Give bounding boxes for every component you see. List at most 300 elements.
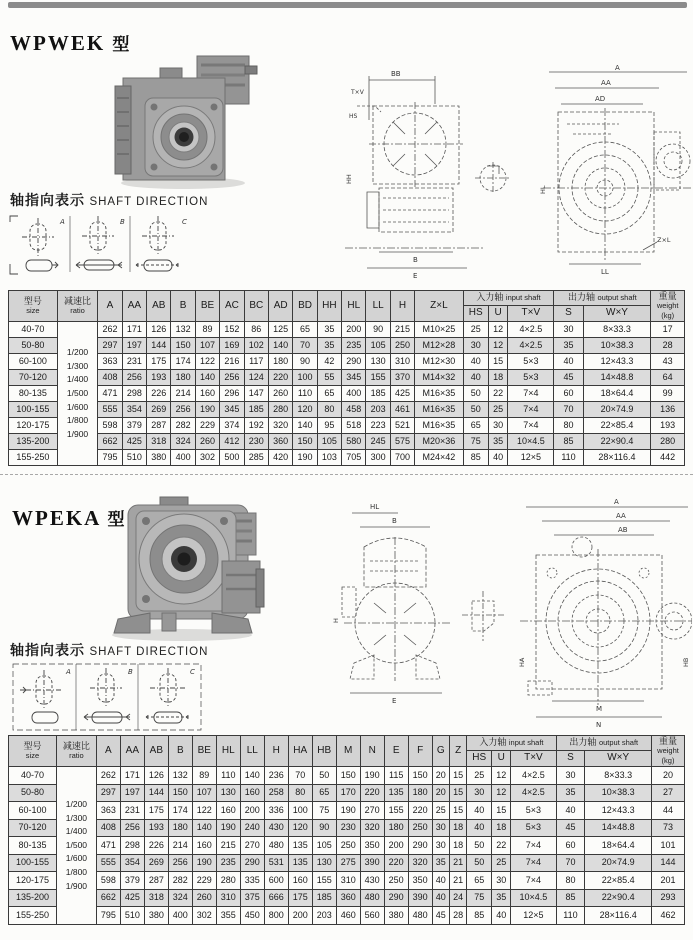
- col-header-output-shaft: 出力轴 output shaft: [556, 736, 651, 751]
- shaft-cell-c-label: C: [182, 218, 187, 226]
- wpeka-product-photo: [100, 495, 265, 643]
- cell-value: 30: [488, 418, 507, 434]
- cell-value: M14×32: [415, 370, 463, 386]
- dim-label-ll: LL: [601, 268, 609, 276]
- col-header-ratio: 减速比 ratio: [57, 291, 98, 322]
- shaft-direction-en-2: SHAFT DIRECTION: [89, 646, 209, 658]
- cell-value: 269: [147, 402, 171, 418]
- col-header-ratio: 减速比 ratio: [56, 736, 96, 767]
- cell-value: 270: [360, 802, 384, 820]
- cell-value: 214: [168, 837, 192, 855]
- cell-value: 89: [192, 767, 216, 785]
- cell-value: 203: [366, 402, 390, 418]
- cell-value: 18×64.4: [585, 837, 652, 855]
- cell-value: 65: [467, 872, 492, 890]
- cell-value: 262: [98, 322, 122, 338]
- cell-value: 363: [98, 354, 122, 370]
- cell-value: 110: [556, 907, 585, 925]
- cell-value: 140: [240, 767, 264, 785]
- cell-value: 260: [268, 386, 292, 402]
- shaft-cell-b-label: B: [120, 218, 125, 226]
- cell-value: 408: [98, 370, 122, 386]
- dim-label-a: A: [615, 64, 620, 72]
- col-header-dim: BD: [293, 291, 317, 322]
- table-row: [9, 784, 685, 802]
- col-header-dim: N: [360, 736, 384, 767]
- col-header-dim: AA: [120, 736, 144, 767]
- wpeka-spec-table: [8, 735, 685, 925]
- cell-value: 345: [342, 370, 366, 386]
- cell-value: 144: [652, 854, 685, 872]
- cell-value: 700: [390, 450, 414, 466]
- cell-value: 192: [244, 418, 268, 434]
- cell-value: 120: [293, 402, 317, 418]
- table-row: [9, 889, 685, 907]
- cell-value: 560: [360, 907, 384, 925]
- cell-value: 380: [144, 907, 168, 925]
- cell-value: 15: [488, 354, 507, 370]
- cell-value: 125: [268, 322, 292, 338]
- cell-value: 250: [336, 837, 360, 855]
- col-header-weight: 重量 weight (kg): [651, 291, 685, 322]
- cell-value: 107: [195, 338, 219, 354]
- table-row: [9, 907, 685, 925]
- dim-label-b: B: [413, 256, 418, 264]
- cell-size: 50-80: [9, 784, 57, 802]
- cell-value: 400: [342, 386, 366, 402]
- cell-value: 45: [554, 370, 583, 386]
- cell-value: 297: [98, 338, 122, 354]
- cell-value: 318: [144, 889, 168, 907]
- col-header-dim: H: [264, 736, 288, 767]
- cell-value: 285: [244, 450, 268, 466]
- cell-value: 70: [554, 402, 583, 418]
- cell-value: 110: [216, 767, 240, 785]
- cell-value: 160: [288, 872, 312, 890]
- cell-value: 55: [317, 370, 341, 386]
- dim-label-aa2: AA: [616, 512, 626, 520]
- cell-value: 117: [244, 354, 268, 370]
- cell-value: 531: [264, 854, 288, 872]
- col-header-dim: Z: [449, 736, 466, 767]
- cell-value: 18: [449, 819, 466, 837]
- cell-value: 40: [432, 872, 449, 890]
- cell-value: 50: [312, 767, 336, 785]
- cell-ratio: 1/200 1/300 1/400 1/500 1/600 1/800 1/900: [56, 767, 96, 925]
- table-row: [9, 322, 685, 338]
- cell-value: 25: [463, 322, 488, 338]
- cell-value: 135: [384, 784, 408, 802]
- col-subheader: HS: [467, 751, 492, 767]
- col-header-dim: HA: [288, 736, 312, 767]
- dim-label-hh: HH: [345, 174, 353, 184]
- cell-value: 256: [171, 402, 195, 418]
- cell-value: 20: [432, 784, 449, 802]
- cell-value: 705: [342, 450, 366, 466]
- cell-value: 35: [556, 784, 585, 802]
- cell-value: 5×3: [511, 819, 556, 837]
- cell-value: 64: [651, 370, 685, 386]
- cell-value: 80: [317, 402, 341, 418]
- cell-value: 140: [268, 338, 292, 354]
- cell-value: 65: [293, 322, 317, 338]
- col-header-dim: B: [171, 291, 195, 322]
- cell-value: 28×116.4: [585, 907, 652, 925]
- shaft2-cell-b-label: B: [128, 668, 133, 676]
- cell-value: 430: [360, 872, 384, 890]
- cell-value: 28: [651, 338, 685, 354]
- cell-value: 10×38.3: [585, 784, 652, 802]
- cell-value: 180: [384, 819, 408, 837]
- cell-value: 171: [120, 767, 144, 785]
- cell-value: 471: [98, 386, 122, 402]
- cell-value: 30: [554, 322, 583, 338]
- cell-value: 480: [264, 837, 288, 855]
- cell-value: 99: [651, 386, 685, 402]
- col-subheader: T×V: [511, 751, 556, 767]
- cell-size: 70-120: [9, 819, 57, 837]
- cell-value: 580: [342, 434, 366, 450]
- cell-value: 412: [220, 434, 244, 450]
- cell-value: 280: [268, 402, 292, 418]
- cell-value: 400: [171, 450, 195, 466]
- shaft-direction-en: SHAFT DIRECTION: [89, 196, 209, 208]
- cell-value: 193: [147, 370, 171, 386]
- cell-value: 105: [366, 338, 390, 354]
- cell-value: 190: [216, 819, 240, 837]
- cell-value: 12: [492, 767, 511, 785]
- cell-value: 7×4: [508, 402, 554, 418]
- cell-value: 174: [171, 354, 195, 370]
- top-rule-bar: [8, 2, 687, 8]
- cell-value: 12: [488, 322, 507, 338]
- cell-value: 18: [492, 819, 511, 837]
- cell-value: 90: [293, 354, 317, 370]
- cell-value: 460: [336, 907, 360, 925]
- cell-value: 379: [120, 872, 144, 890]
- cell-value: 50: [463, 386, 488, 402]
- cell-value: 296: [220, 386, 244, 402]
- cell-value: 229: [195, 418, 219, 434]
- cell-value: 80: [554, 418, 583, 434]
- cell-value: 245: [366, 434, 390, 450]
- shaft2-cell-a-label: A: [66, 668, 71, 676]
- col-header-output-shaft: 出力轴 output shaft: [554, 291, 651, 306]
- cell-value: 85: [467, 907, 492, 925]
- cell-value: 100: [293, 370, 317, 386]
- cell-value: 335: [240, 872, 264, 890]
- cell-value: 10×4.5: [508, 434, 554, 450]
- col-subheader: U: [492, 751, 511, 767]
- cell-value: 354: [120, 854, 144, 872]
- cell-value: 4×2.5: [508, 338, 554, 354]
- cell-value: 662: [98, 434, 122, 450]
- cell-value: 262: [96, 767, 120, 785]
- col-subheader: S: [554, 306, 583, 322]
- cell-value: M24×42: [415, 450, 463, 466]
- dim-label-hl: HL: [539, 185, 547, 194]
- cell-value: 275: [336, 854, 360, 872]
- col-header-dim: E: [384, 736, 408, 767]
- cell-value: 15: [449, 802, 466, 820]
- dim-label-ha2: HA: [518, 657, 526, 667]
- cell-value: 408: [96, 819, 120, 837]
- cell-value: 260: [192, 889, 216, 907]
- cell-value: 75: [463, 434, 488, 450]
- cell-value: 380: [147, 450, 171, 466]
- cell-value: 197: [120, 784, 144, 802]
- wpwek-spec-table: [8, 290, 685, 466]
- cell-value: 320: [268, 418, 292, 434]
- cell-value: 30: [556, 767, 585, 785]
- cell-value: 345: [220, 402, 244, 418]
- cell-value: 35: [492, 889, 511, 907]
- cell-value: 310: [216, 889, 240, 907]
- cell-value: 22: [488, 386, 507, 402]
- cell-value: 521: [390, 418, 414, 434]
- cell-value: 73: [652, 819, 685, 837]
- table-row: [9, 837, 685, 855]
- header-row-1: [9, 291, 685, 306]
- cell-value: 35: [554, 338, 583, 354]
- cell-value: 7×4: [511, 837, 556, 855]
- cell-value: 75: [467, 889, 492, 907]
- cell-value: 132: [168, 767, 192, 785]
- col-header-dim: HH: [317, 291, 341, 322]
- dim-label-aa: AA: [601, 79, 611, 87]
- cell-value: 287: [144, 872, 168, 890]
- dim-label-n2: N: [596, 721, 602, 729]
- cell-value: 235: [342, 338, 366, 354]
- col-header-dim: LL: [240, 736, 264, 767]
- cell-value: 425: [120, 889, 144, 907]
- dim-label-h2: H: [332, 618, 340, 623]
- cell-value: 442: [651, 450, 685, 466]
- cell-value: 40: [467, 819, 492, 837]
- cell-value: 370: [390, 370, 414, 386]
- cell-value: 14×48.8: [585, 819, 652, 837]
- cell-value: 800: [264, 907, 288, 925]
- cell-value: 425: [122, 434, 146, 450]
- cell-value: 662: [96, 889, 120, 907]
- cell-value: 20×74.9: [585, 854, 652, 872]
- cell-value: 180: [408, 784, 432, 802]
- shaft-direction-zh-2: 轴指向表示: [10, 642, 85, 658]
- cell-value: 795: [96, 907, 120, 925]
- table-row: [9, 819, 685, 837]
- cell-value: 35: [432, 854, 449, 872]
- cell-value: 90: [366, 322, 390, 338]
- wpeka-model-name: WPEKA: [12, 506, 101, 530]
- dim-label-b2: B: [392, 517, 397, 525]
- col-header-dim: F: [408, 736, 432, 767]
- cell-value: 136: [651, 402, 685, 418]
- cell-value: 324: [171, 434, 195, 450]
- cell-value: 450: [240, 907, 264, 925]
- cell-value: 350: [408, 872, 432, 890]
- cell-value: 27: [652, 784, 685, 802]
- cell-value: 150: [293, 434, 317, 450]
- cell-value: 40: [556, 802, 585, 820]
- cell-value: 169: [220, 338, 244, 354]
- cell-value: 197: [122, 338, 146, 354]
- cell-value: 236: [264, 767, 288, 785]
- cell-value: 795: [98, 450, 122, 466]
- wpeka-type-suffix: 型: [107, 510, 125, 529]
- cell-value: 150: [336, 767, 360, 785]
- cell-value: 8×33.3: [583, 322, 651, 338]
- cell-value: 28×116.4: [583, 450, 651, 466]
- table-body: [9, 767, 685, 925]
- cell-value: 65: [317, 386, 341, 402]
- dim-label-hl2: HL: [370, 503, 380, 511]
- cell-value: 155: [384, 802, 408, 820]
- cell-value: 258: [264, 784, 288, 802]
- cell-value: 105: [312, 837, 336, 855]
- table-row: [9, 354, 685, 370]
- wpwek-shaft-direction-label: [10, 190, 208, 210]
- cell-value: 70: [293, 338, 317, 354]
- cell-value: 130: [312, 854, 336, 872]
- cell-value: 310: [336, 872, 360, 890]
- cell-value: 35: [488, 434, 507, 450]
- cell-value: 4×2.5: [511, 767, 556, 785]
- col-header-dim: AB: [144, 736, 168, 767]
- cell-value: 374: [220, 418, 244, 434]
- cell-value: 101: [652, 837, 685, 855]
- cell-value: 5×3: [508, 354, 554, 370]
- cell-value: 250: [408, 819, 432, 837]
- cell-value: 150: [168, 784, 192, 802]
- cell-value: 510: [122, 450, 146, 466]
- cell-value: 256: [168, 854, 192, 872]
- cell-value: 229: [192, 872, 216, 890]
- cell-value: 12×43.3: [583, 354, 651, 370]
- cell-value: 160: [216, 802, 240, 820]
- cell-value: 390: [408, 889, 432, 907]
- col-subheader: T×V: [508, 306, 554, 322]
- cell-size: 120-175: [9, 872, 57, 890]
- cell-value: 43: [651, 354, 685, 370]
- table-body: [9, 322, 685, 466]
- cell-value: 7×4: [511, 872, 556, 890]
- cell-value: 110: [554, 450, 583, 466]
- cell-value: 185: [366, 386, 390, 402]
- col-header-dim: HL: [342, 291, 366, 322]
- cell-value: 420: [268, 450, 292, 466]
- cell-value: 290: [240, 854, 264, 872]
- cell-value: 324: [168, 889, 192, 907]
- cell-value: 269: [144, 854, 168, 872]
- col-subheader: U: [488, 306, 507, 322]
- cell-value: 293: [652, 889, 685, 907]
- cell-value: 200: [240, 802, 264, 820]
- cell-value: 70: [556, 854, 585, 872]
- cell-size: 135-200: [9, 889, 57, 907]
- cell-value: M16×35: [415, 386, 463, 402]
- cell-size: 50-80: [9, 338, 58, 354]
- col-header-dim: H: [390, 291, 414, 322]
- cell-value: 518: [342, 418, 366, 434]
- dim-label-a2: A: [614, 498, 619, 506]
- table-row: [9, 854, 685, 872]
- cell-size: 100-155: [9, 402, 58, 418]
- cell-value: 122: [192, 802, 216, 820]
- cell-value: 12: [492, 784, 511, 802]
- cell-value: 40: [554, 354, 583, 370]
- cell-value: 200: [384, 837, 408, 855]
- table-row: [9, 418, 685, 434]
- cell-value: 75: [312, 802, 336, 820]
- cell-value: 175: [147, 354, 171, 370]
- cell-value: 12: [488, 338, 507, 354]
- cell-value: 152: [220, 322, 244, 338]
- dim-label-e2: E: [392, 697, 397, 705]
- cell-value: 480: [408, 907, 432, 925]
- cell-value: 203: [312, 907, 336, 925]
- table-row: [9, 386, 685, 402]
- cell-value: 282: [171, 418, 195, 434]
- cell-value: 174: [168, 802, 192, 820]
- cell-size: 135-200: [9, 434, 58, 450]
- cell-value: 185: [244, 402, 268, 418]
- cell-value: 24: [449, 889, 466, 907]
- dim-label-hb2: HB: [682, 657, 690, 667]
- cell-value: 135: [288, 854, 312, 872]
- cell-value: 256: [122, 370, 146, 386]
- cell-value: 35: [317, 322, 341, 338]
- cell-value: 350: [360, 837, 384, 855]
- dim-label-ad: AD: [595, 95, 606, 103]
- col-header-dim: BC: [244, 291, 268, 322]
- cell-size: 60-100: [9, 354, 58, 370]
- cell-value: 231: [120, 802, 144, 820]
- cell-value: 40: [488, 450, 507, 466]
- cell-value: 175: [288, 889, 312, 907]
- cell-value: 140: [293, 418, 317, 434]
- cell-size: 120-175: [9, 418, 58, 434]
- cell-value: 144: [147, 338, 171, 354]
- cell-value: 180: [268, 354, 292, 370]
- cell-value: 598: [96, 872, 120, 890]
- wpeka-shaft-direction-label: [10, 640, 208, 660]
- cell-value: 89: [195, 322, 219, 338]
- table-row: [9, 767, 685, 785]
- cell-value: 220: [268, 370, 292, 386]
- cell-value: 318: [147, 434, 171, 450]
- cell-value: 22: [492, 837, 511, 855]
- cell-value: 500: [220, 450, 244, 466]
- cell-value: 280: [651, 434, 685, 450]
- cell-value: 297: [96, 784, 120, 802]
- cell-value: 85: [463, 450, 488, 466]
- col-subheader: W×Y: [585, 751, 652, 767]
- cell-value: 320: [360, 819, 384, 837]
- cell-value: 170: [336, 784, 360, 802]
- cell-value: 190: [360, 767, 384, 785]
- col-header-dim: HL: [216, 736, 240, 767]
- cell-value: 160: [192, 837, 216, 855]
- cell-value: 15: [492, 802, 511, 820]
- cell-value: 50: [467, 837, 492, 855]
- col-header-input-shaft: 入力轴 input shaft: [463, 291, 554, 306]
- col-header-dim: B: [168, 736, 192, 767]
- dim-label-txv: T×V: [351, 89, 364, 96]
- col-header-size: 型号 size: [9, 291, 58, 322]
- table-row: [9, 338, 685, 354]
- cell-value: 290: [408, 837, 432, 855]
- cell-value: 22×85.4: [583, 418, 651, 434]
